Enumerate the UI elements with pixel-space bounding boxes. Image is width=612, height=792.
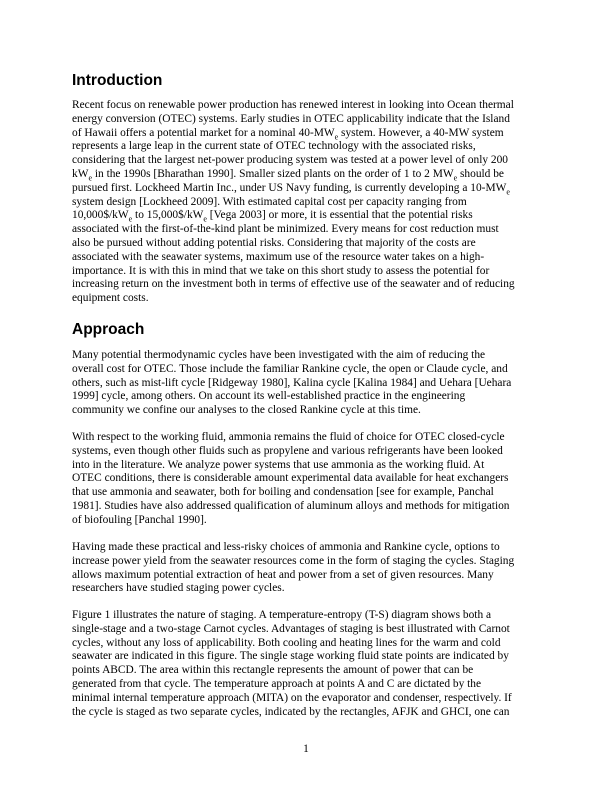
text-line: allows maximum potential extraction of heat and power from a set of given resources. Many xyxy=(72,568,494,581)
text-line: cycles, without any loss of applicability. Both cooling and heating lines for the warm and cold xyxy=(72,636,501,649)
text-line: energy conversion (OTEC) systems. Early studies in OTEC applicability indicate that the Island xyxy=(72,112,510,125)
section-heading-introduction: Introduction xyxy=(72,72,163,89)
text-line: of Hawaii offers a potential market for a nominal $40-MW_e$ system. However, a 40-MW system xyxy=(72,126,504,141)
text-line: the cycle is staged as two separate cycles, indicated by the rectangles, AFJK and GHCI, one can xyxy=(72,705,510,718)
text-line: associated with the seawater systems, maximum use of the resource water takes on a high- xyxy=(72,250,485,263)
page-number: 1 xyxy=(303,743,309,755)
text-line: equipment costs. xyxy=(72,292,149,305)
approach-paragraph-4 xyxy=(72,609,540,719)
text-line: 1999] cycle, among others. On account its well-established practice in the engineering xyxy=(72,390,466,403)
text-line: increasing return on the investment both in terms of effective use of the seawater and of reducing xyxy=(72,278,515,291)
intro-paragraph-1 xyxy=(72,99,540,306)
text-line: into in the literature. We analyze power systems that use ammonia as the working fluid. At xyxy=(72,458,485,471)
text-line: Figure 1 illustrates the nature of staging. A temperature-entropy (T-S) diagram shows both a xyxy=(72,609,492,621)
section-heading-approach: Approach xyxy=(72,321,145,338)
text-line: importance. It is with this in mind that we take on this short study to assess the potential for xyxy=(72,264,490,277)
text-line: OTEC conditions, there is considerable amount experimental data available for heat exchangers xyxy=(72,472,509,485)
text-line: points ABCD. The area within this rectangle represents the amount of power that can be xyxy=(72,664,474,677)
text-line: system design [Lockheed 2009]. With estimated capital cost per capacity ranging from xyxy=(72,195,467,208)
text-line: Recent focus on renewable power production has renewed interest in looking into Ocean thermal xyxy=(72,99,514,111)
approach-paragraph-2 xyxy=(72,431,540,528)
text-line: minimal internal temperature approach (MITA) on the evaporator and condenser, respectively. If xyxy=(72,691,512,704)
text-line: single-stage and a two-stage Carnot cycles. Advantages of staging is best illustrated with Carnot xyxy=(72,622,510,635)
text-line: also be pursued without adding potential risks. Considering that majority of the costs are xyxy=(72,236,476,249)
text-line: 1981]. Studies have also addressed qualification of aluminum alloys and methods for mitigation xyxy=(72,499,510,512)
text-line: overall cost for OTEC. Those include the familiar Rankine cycle, the open or Claude cycle, and xyxy=(72,362,508,375)
text-line: associated with the first-of-the-kind plant be minimized. Every means for cost reduction must xyxy=(72,223,499,236)
text-line: Many potential thermodynamic cycles have been investigated with the aim of reducing the xyxy=(72,349,486,361)
text-line: With respect to the working fluid, ammonia remains the fluid of choice for OTEC closed-cycle xyxy=(72,431,505,443)
text-line: generated from that cycle. The temperature approach at points A and C are dictated by the xyxy=(72,677,482,690)
approach-paragraph-1 xyxy=(72,349,540,418)
approach-paragraph-3 xyxy=(72,541,540,596)
text-line: researchers have studied staging power cycles. xyxy=(72,582,285,595)
text-line: considering that the largest net-power producing system was tested at a power level of only 200 xyxy=(72,154,508,167)
text-line: of biofouling [Panchal 1990]. xyxy=(72,513,207,526)
text-line: pursued first. Lockheed Martin Inc., under US Navy funding, is currently developing a $10-MW_e$ xyxy=(72,181,510,197)
text-line: others, such as mist-lift cycle [Ridgeway 1980], Kalina cycle [Kalina 1984] and Uehara [Uehara xyxy=(72,376,512,389)
text-line: that use ammonia and seawater, both for boiling and condensation [see for example, Panchal xyxy=(72,486,494,499)
text-line: represents a large leap in the current state of OTEC technology with the associated risks, xyxy=(72,140,476,153)
text-line: systems, even though other fluids such as propylene and various refrigerants have been looked xyxy=(72,444,503,457)
text-line: $kW_e$ in the 1990s [Bharathan 1990]. Smaller sized plants on the order of 1 to 2 $MW_e$ should be xyxy=(72,167,504,183)
text-line: increase power yield from the seawater resources come in the form of staging the cycles. Staging xyxy=(72,554,515,567)
text-line: $10,000\$/kW_e$ to $15,000\$/kW_e$ [Vega 2003] or more, it is essential that the potential risks xyxy=(72,209,473,224)
text-line: community we confine our analyses to the closed Rankine cycle at this time. xyxy=(72,404,421,417)
text-line: Having made these practical and less-risky choices of ammonia and Rankine cycle, options to xyxy=(72,541,500,553)
text-line: seawater are indicated in this figure. The single stage working fluid state points are indicated by xyxy=(72,650,509,663)
